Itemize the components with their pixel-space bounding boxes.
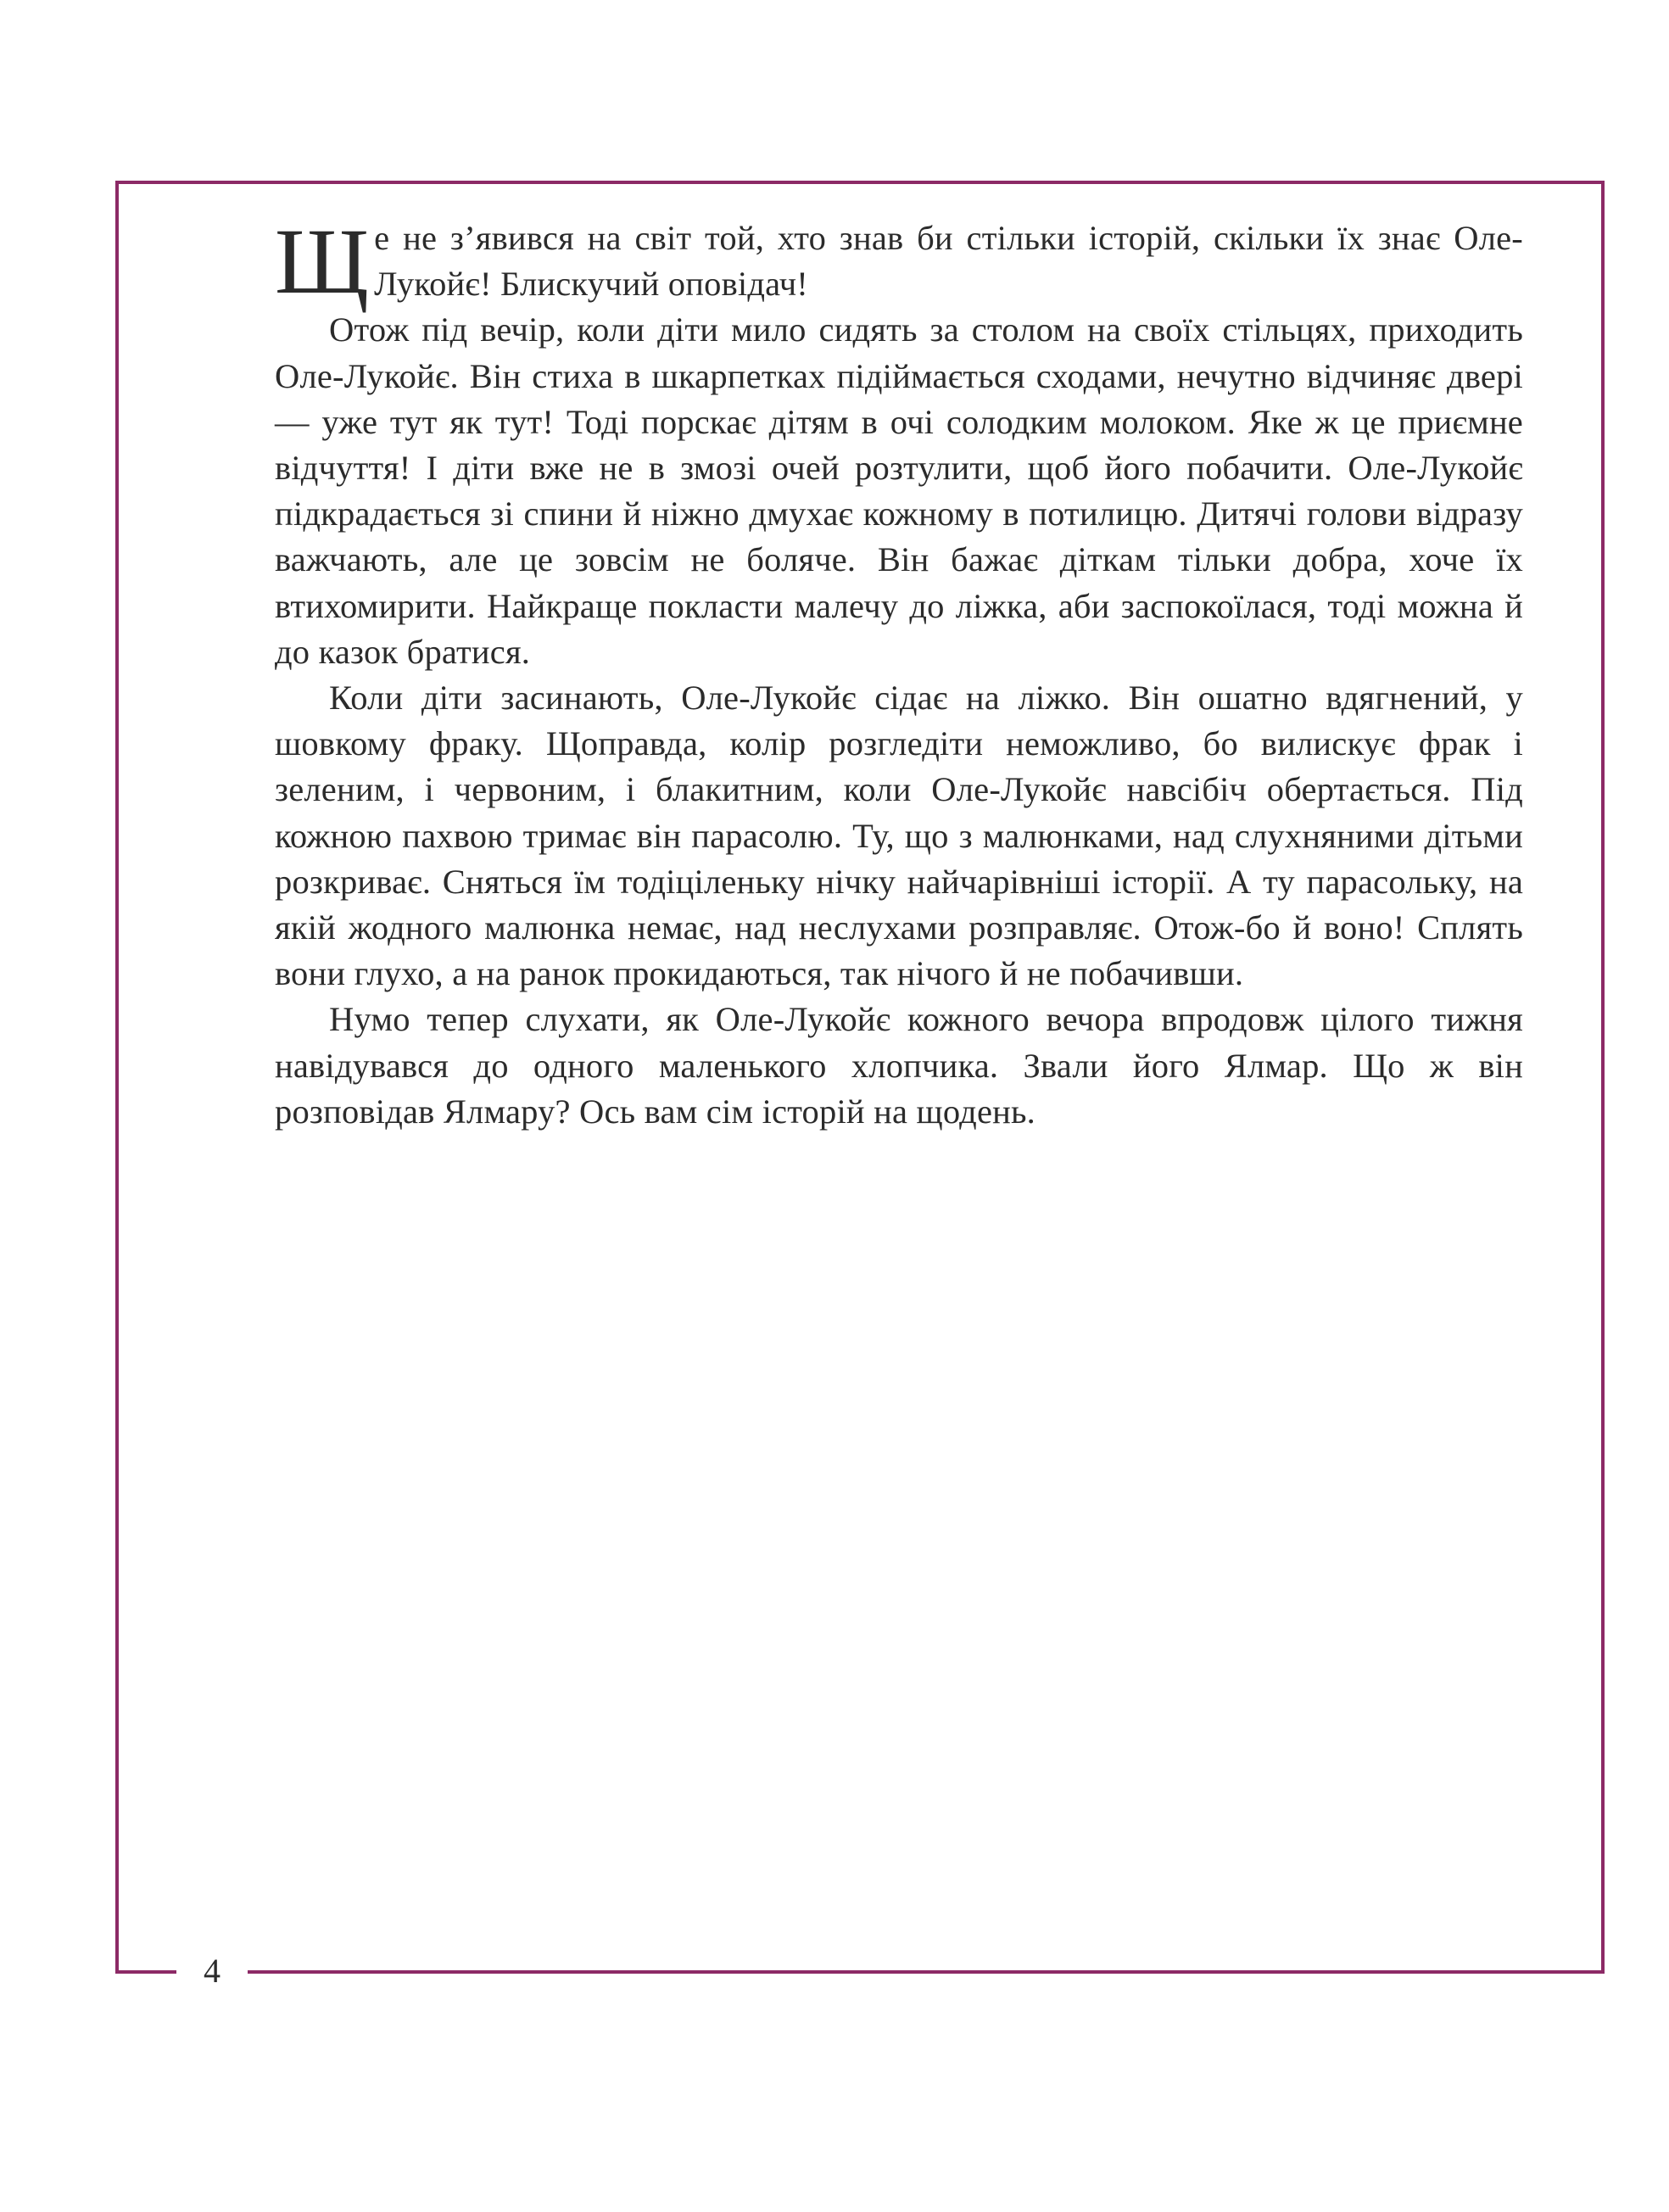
paragraph-1 (275, 209, 1523, 313)
paragraph-3: Коли діти засинають, Оле-Лукойє сідає на ліжко. Він ошатно вдягнений, у шовкому фраку. Щоправда, колір розгледіти неможливо, бо вилискує фрак і зеленим, і червоним, і блакитним, коли Оле-Лукойє навсібіч обертається. Під кожною пахвою тримає він парасолю. Ту, що з малюнками, над слухняними дітьми розкриває. Сняться їм тодіціленьку нічку найчарівніші історії. А ту парасольку, на якій жодного малюнка немає, над неслухами розправляє. Отож-бо й воно! Сплять вони глухо, а на ранок прокидаються, так нічого й не побачивши. (275, 679, 1523, 993)
paragraph-4: Нумо тепер слухати, як Оле-Лукойє кожного вечора впродовж цілого тижня навідувався до одного маленького хлопчика. Звали його Ялмар. Що ж він розповідав Ялмару? Ось вам сім історій на щодень. (275, 1000, 1523, 1131)
paragraph-2: Отож під вечір, коли діти мило сидять за столом на своїх стільцях, приходить Оле-Лукойє. Він стиха в шкарпетках підіймається сходами, нечутно відчиняє двері — уже тут як тут! Тоді порскає дітям в очі солодким молоком. Яке ж це приємне відчуття! І діти вже не в змозі очей розтулити, щоб його побачити. Оле-Лукойє підкрадається зі спини й ніжно дмухає кожному в потилицю. Дитячі голови відразу важчають, але це зовсім не боляче. Він бажає діткам тільки добра, хоче їх втихомирити. Найкраще покласти малечу до ліжка, аби заспокоїлася, тоді можна й до казок братися. (275, 310, 1523, 671)
story-text (275, 209, 1523, 1135)
frame-top-border (115, 181, 1605, 184)
frame-bottom-border-right (248, 1970, 1605, 1974)
frame-right-border (1601, 181, 1605, 1974)
paragraph-1-text: е не з’явився на світ той, хто знав би стільки історій, скільки їх знає Оле-Лукойє! Блискучий оповідач! (374, 219, 1523, 304)
frame-left-border (115, 181, 119, 1974)
page-number: 4 (204, 1952, 220, 1990)
drop-cap: Щ (275, 209, 370, 313)
frame-bottom-border-left (115, 1970, 176, 1974)
